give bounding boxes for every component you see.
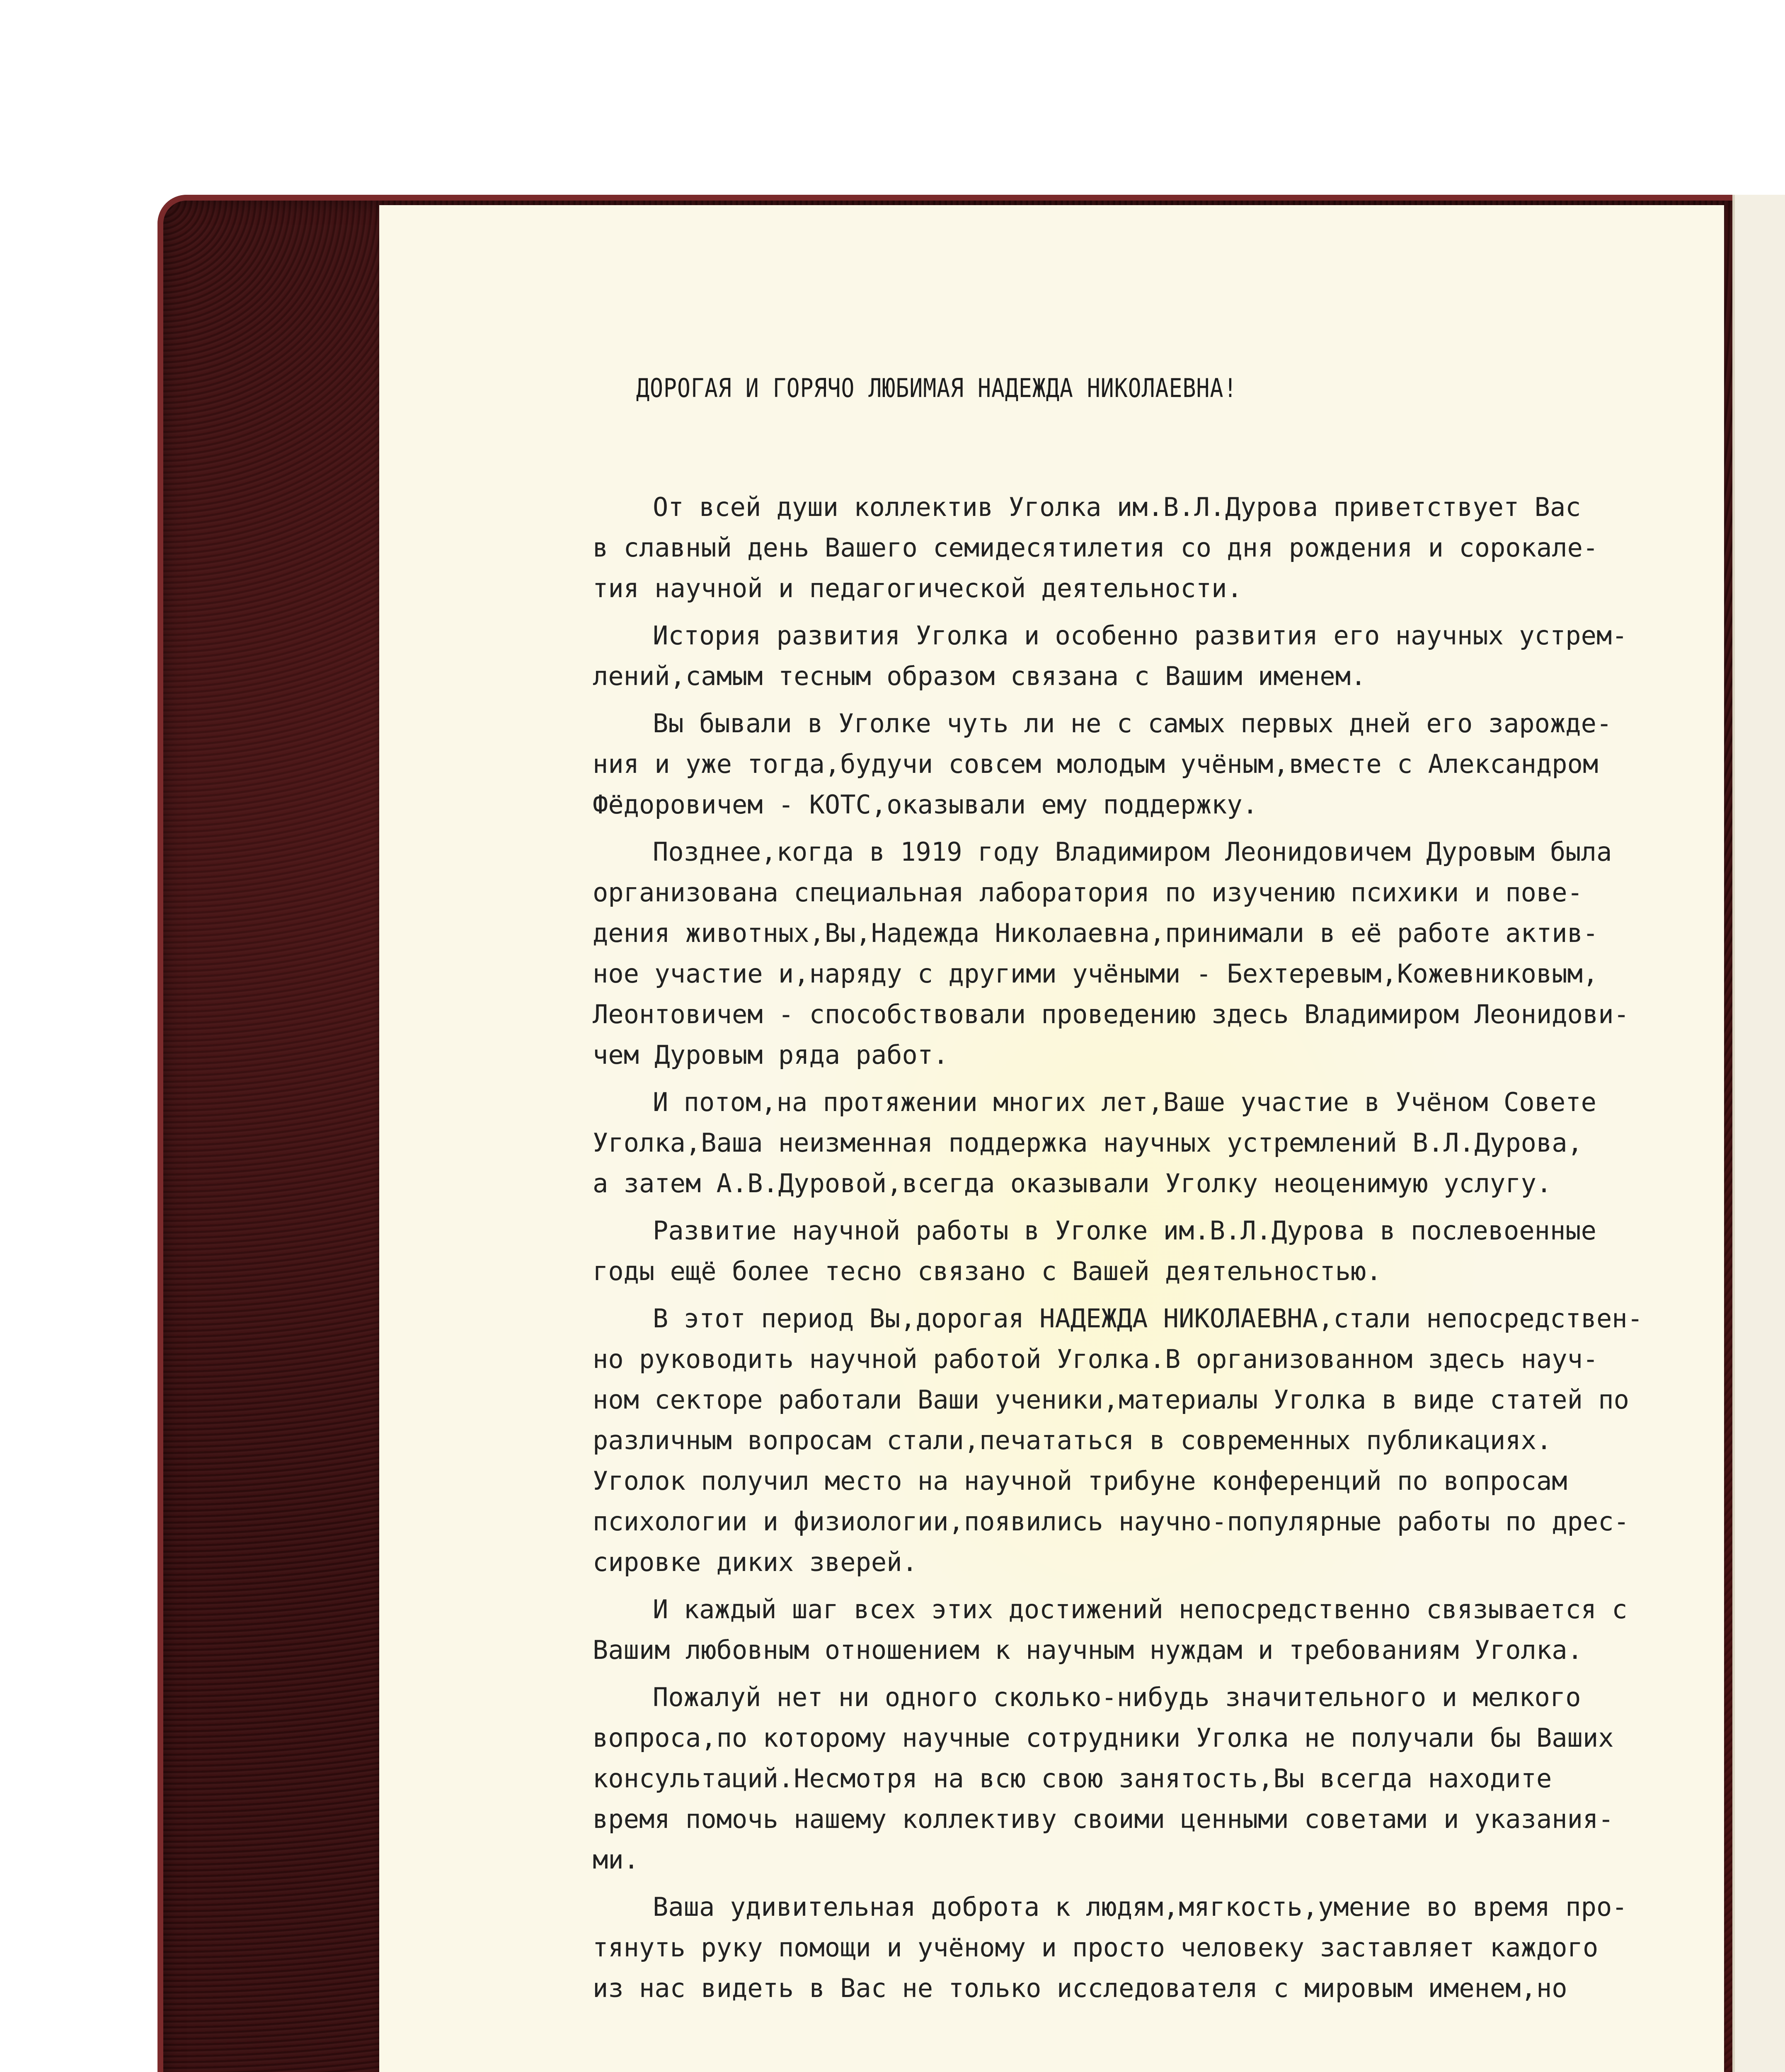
text-line: Развитие научной работы в Уголке им.В.Л.Дурова в послевоенные (653, 1215, 1596, 1246)
text-line: Ваша удивительная доброта к людям,мягкость,умение во время про- (653, 1892, 1628, 1922)
text-line: Вы бывали в Уголке чуть ли не с самых первых дней его зарожде- (653, 708, 1612, 738)
text-line: а затем А.В.Дуровой,всегда оказывали Уголку неоценимую услугу. (593, 1168, 1552, 1198)
text-line: ми. (593, 1844, 639, 1875)
text-line: И потом,на протяжении многих лет,Ваше участие в Учёном Совете (653, 1087, 1596, 1117)
text-line: Уголок получил место на научной трибуне конференций по вопросам (593, 1466, 1567, 1496)
text-line: В этот период Вы,дорогая НАДЕЖДА НИКОЛАЕВНА,стали непосредствен- (653, 1303, 1643, 1334)
letter-body (593, 487, 1703, 2009)
text-line: но руководить научной работой Уголка.В организованном здесь науч- (593, 1344, 1599, 1374)
text-line: И каждый шаг всех этих достижений непосредственно связывается с (653, 1594, 1628, 1624)
text-line: различным вопросам стали,печататься в современных публикациях. (593, 1425, 1552, 1455)
text-line: в славный день Вашего семидесятилетия со дня рождения и сорокале- (593, 533, 1599, 563)
page-heading: ДОРОГАЯ И ГОРЯЧО ЛЮБИМАЯ НАДЕЖДА НИКОЛАЕВНА! (636, 373, 1238, 403)
text-line: История развития Уголка и особенно развития его научных устрем- (653, 620, 1628, 651)
text-line: вопроса,по которому научные сотрудники Уголка не получали бы Ваших (593, 1723, 1614, 1753)
text-line: ное участие и,наряду с другими учёными - Бехтеревым,Кожевниковым, (593, 959, 1599, 989)
text-line: Пожалуй нет ни одного сколько-нибудь значительного и мелкого (653, 1682, 1581, 1712)
text-line: Вашим любовным отношением к научным нуждам и требованиям Уголка. (593, 1635, 1583, 1665)
text-line: чем Дуровым ряда работ. (593, 1040, 949, 1070)
text-line: консультаций.Несмотря на всю свою занятость,Вы всегда находите (593, 1763, 1552, 1794)
text-line: Позднее,когда в 1919 году Владимиром Леонидовичем Дуровым была (653, 837, 1612, 867)
text-line: ния и уже тогда,будучи совсем молодым учёным,вместе с Александром (593, 749, 1599, 779)
text-line: годы ещё более тесно связано с Вашей деятельностью. (593, 1256, 1382, 1286)
text-line: тия научной и педагогической деятельности. (593, 573, 1242, 603)
text-line: организована специальная лаборатория по изучению психики и пове- (593, 877, 1583, 908)
text-line: сировке диких зверей. (593, 1547, 918, 1577)
text-line: лений,самым тесным образом связана с Вашим именем. (593, 661, 1366, 691)
text-line: психологии и физиологии,появились научно-популярные работы по дрес- (593, 1506, 1629, 1537)
text-line: ном секторе работали Ваши ученики,материалы Уголка в виде статей по (593, 1385, 1629, 1415)
text-line: От всей души коллектив Уголка им.В.Л.Дурова приветствует Вас (653, 492, 1581, 522)
right-page-edge (1732, 195, 1785, 2072)
text-line: тянуть руку помощи и учёному и просто человеку заставляет каждого (593, 1932, 1599, 1963)
text-line: Фёдоровичем - КОТС,оказывали ему поддержку. (593, 789, 1258, 820)
text-line: из нас видеть в Вас не только исследователя с мировым именем,но (593, 1973, 1567, 2003)
typewritten-page (379, 205, 1724, 2072)
text-line: Уголка,Ваша неизменная поддержка научных устремлений В.Л.Дурова, (593, 1128, 1583, 1158)
text-line: дения животных,Вы,Надежда Николаевна,принимали в её работе актив- (593, 918, 1599, 948)
text-line: время помочь нашему коллективу своими ценными советами и указания- (593, 1804, 1614, 1834)
text-line: Леонтовичем - способствовали проведению здесь Владимиром Леонидови- (593, 999, 1629, 1029)
